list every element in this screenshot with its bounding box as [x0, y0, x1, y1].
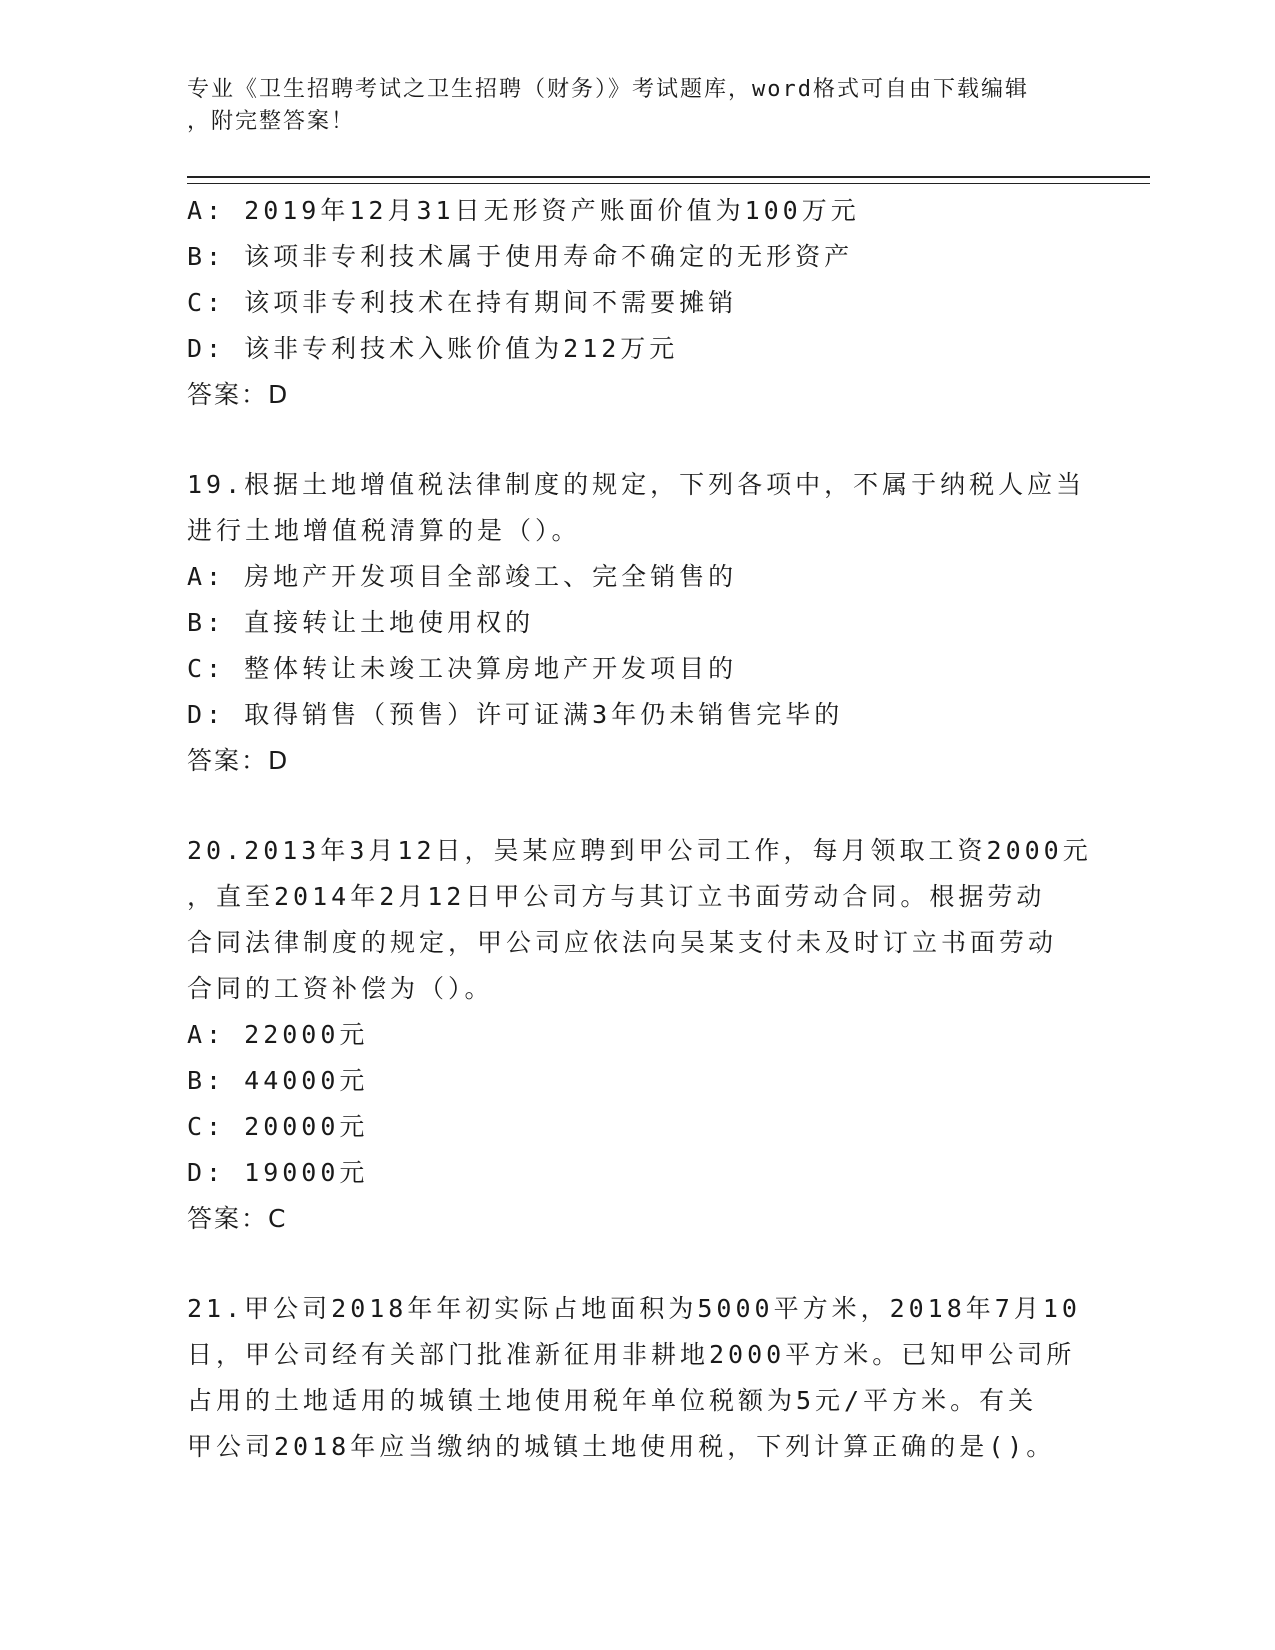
- option-a: A: 房地产开发项目全部竣工、完全销售的: [187, 562, 738, 591]
- question-20: [187, 828, 1092, 1242]
- option-d: D: 该非专利技术入账价值为212万元: [187, 334, 679, 363]
- answer: 答案：D: [187, 380, 290, 409]
- option-c: C: 该项非专利技术在持有期间不需要摊销: [187, 288, 738, 317]
- question-stem-line: 19.根据土地增值税法律制度的规定，下列各项中，不属于纳税人应当: [187, 470, 1086, 499]
- spacer: [187, 784, 1087, 828]
- option-c: C: 整体转让未竣工决算房地产开发项目的: [187, 654, 738, 683]
- question-stem-line: 进行土地增值税清算的是（）。: [187, 516, 581, 545]
- question-stem-line: 日，甲公司经有关部门批准新征用非耕地2000平方米。已知甲公司所: [187, 1340, 1076, 1369]
- question-21: [187, 1286, 1087, 1470]
- spacer: [187, 1242, 1087, 1286]
- answer: 答案：D: [187, 746, 290, 775]
- question-stem-line: 21.甲公司2018年年初实际占地面积为5000平方米，2018年7月10: [187, 1294, 1081, 1323]
- spacer: [187, 418, 1087, 462]
- document-header: [187, 74, 1067, 138]
- option-a: A: 2019年12月31日无形资产账面价值为100万元: [187, 196, 860, 225]
- option-d: D: 取得销售（预售）许可证满3年仍未销售完毕的: [187, 700, 844, 729]
- header-line-2: ，附完整答案！: [187, 109, 356, 134]
- answer: 答案：C: [187, 1204, 288, 1233]
- question-19: [187, 462, 1087, 784]
- question-stem-line: 20.2013年3月12日，吴某应聘到甲公司工作，每月领取工资2000元: [187, 836, 1092, 865]
- header-line-1: 专业《卫生招聘考试之卫生招聘（财务）》考试题库，word格式可自由下载编辑: [187, 77, 1029, 102]
- header-divider-thick: [187, 176, 1150, 178]
- option-a: A: 22000元: [187, 1020, 369, 1049]
- question-stem-line: ，直至2014年2月12日甲公司方与其订立书面劳动合同。根据劳动: [187, 882, 1046, 911]
- question-stem-line: 合同的工资补偿为（）。: [187, 974, 494, 1003]
- option-d: D: 19000元: [187, 1158, 369, 1187]
- option-b: B: 直接转让土地使用权的: [187, 608, 535, 637]
- option-b: B: 44000元: [187, 1066, 369, 1095]
- question-stem-line: 占用的土地适用的城镇土地使用税年单位税额为5元/平方米。有关: [187, 1386, 1038, 1415]
- question-18: [187, 188, 1087, 418]
- question-stem-line: 甲公司2018年应当缴纳的城镇土地使用税，下列计算正确的是()。: [187, 1432, 1056, 1461]
- question-stem-line: 合同法律制度的规定，甲公司应依法向吴某支付未及时订立书面劳动: [187, 928, 1058, 957]
- option-b: B: 该项非专利技术属于使用寿命不确定的无形资产: [187, 242, 854, 271]
- option-c: C: 20000元: [187, 1112, 369, 1141]
- header-divider-thin: [187, 183, 1150, 184]
- question-content: [187, 188, 1092, 1470]
